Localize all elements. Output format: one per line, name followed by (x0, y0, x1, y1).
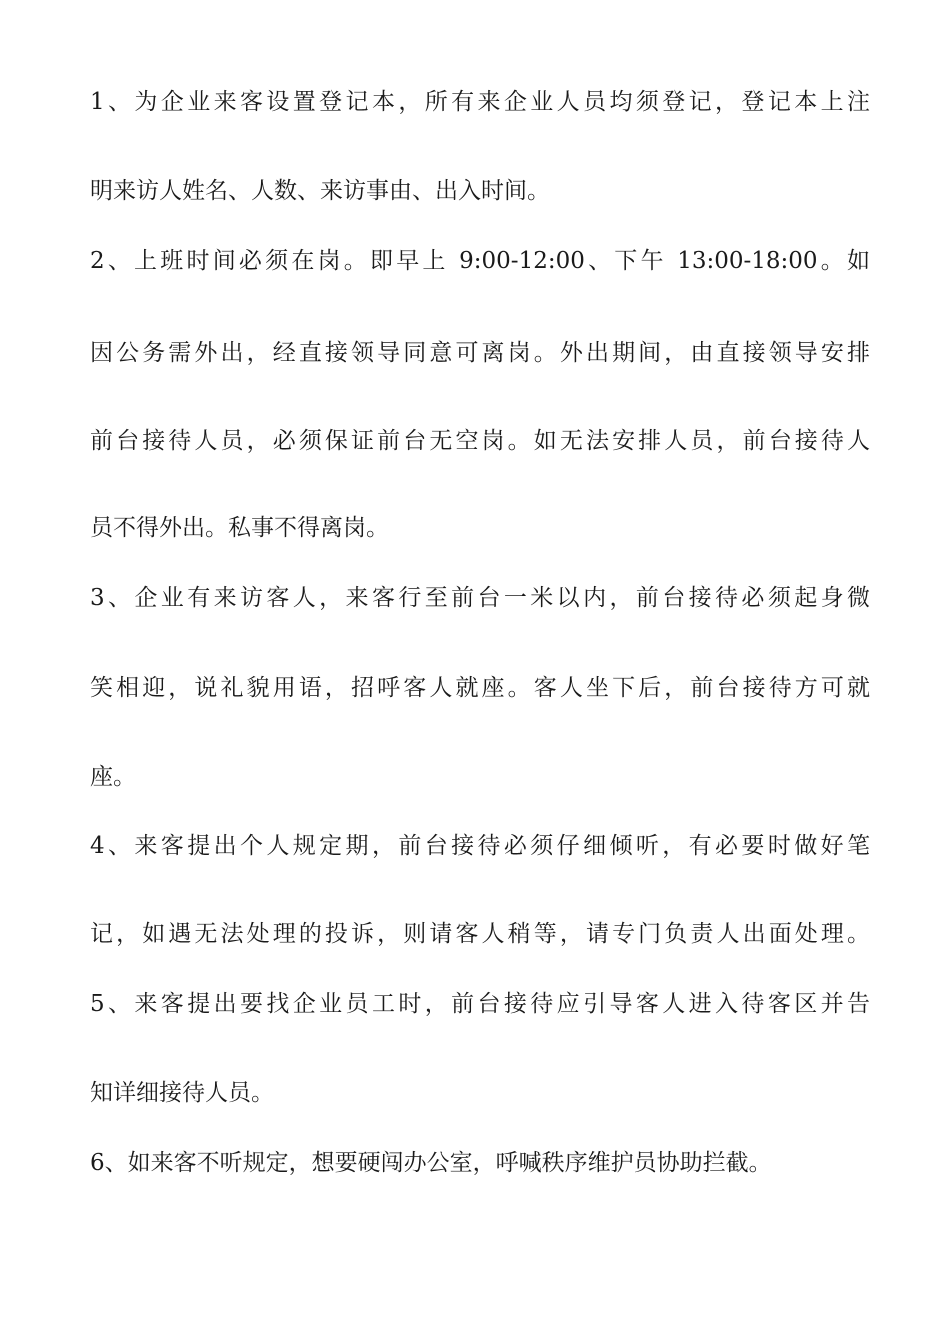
rule-1-line-2: 明来访人姓名、人数、来访事由、出入时间。 (90, 178, 550, 204)
rule-2-line-2: 因公务需外出，经直接领导同意可离岗。外出期间，由直接领导安排 (90, 340, 870, 366)
rule-2-line-1: 2、上班时间必须在岗。即早上 9:00-12:00、下午 13:00-18:00。如 (90, 248, 870, 274)
rule-3-line-1: 3、企业有来访客人，来客行至前台一米以内，前台接待必须起身微 (90, 585, 870, 611)
rule-5-line-2: 知详细接待人员。 (90, 1080, 274, 1106)
rule-5-line-1: 5、来客提出要找企业员工时，前台接待应引导客人进入待客区并告 (90, 991, 870, 1017)
rule-1-line-1: 1、为企业来客设置登记本，所有来企业人员均须登记，登记本上注 (90, 89, 870, 115)
rule-2-line-4: 员不得外出。私事不得离岗。 (90, 515, 389, 541)
rule-6-line-1: 6、如来客不听规定，想要硬闯办公室，呼喊秩序维护员协助拦截。 (90, 1150, 772, 1176)
rule-2-line-3: 前台接待人员，必须保证前台无空岗。如无法安排人员，前台接待人 (90, 428, 870, 454)
rule-3-line-2: 笑相迎，说礼貌用语，招呼客人就座。客人坐下后，前台接待方可就 (90, 675, 870, 701)
rule-3-line-3: 座。 (90, 764, 136, 790)
rule-4-line-1: 4、来客提出个人规定期，前台接待必须仔细倾听，有必要时做好笔 (90, 833, 870, 859)
rule-4-line-2: 记，如遇无法处理的投诉，则请客人稍等，请专门负责人出面处理。 (90, 921, 870, 947)
